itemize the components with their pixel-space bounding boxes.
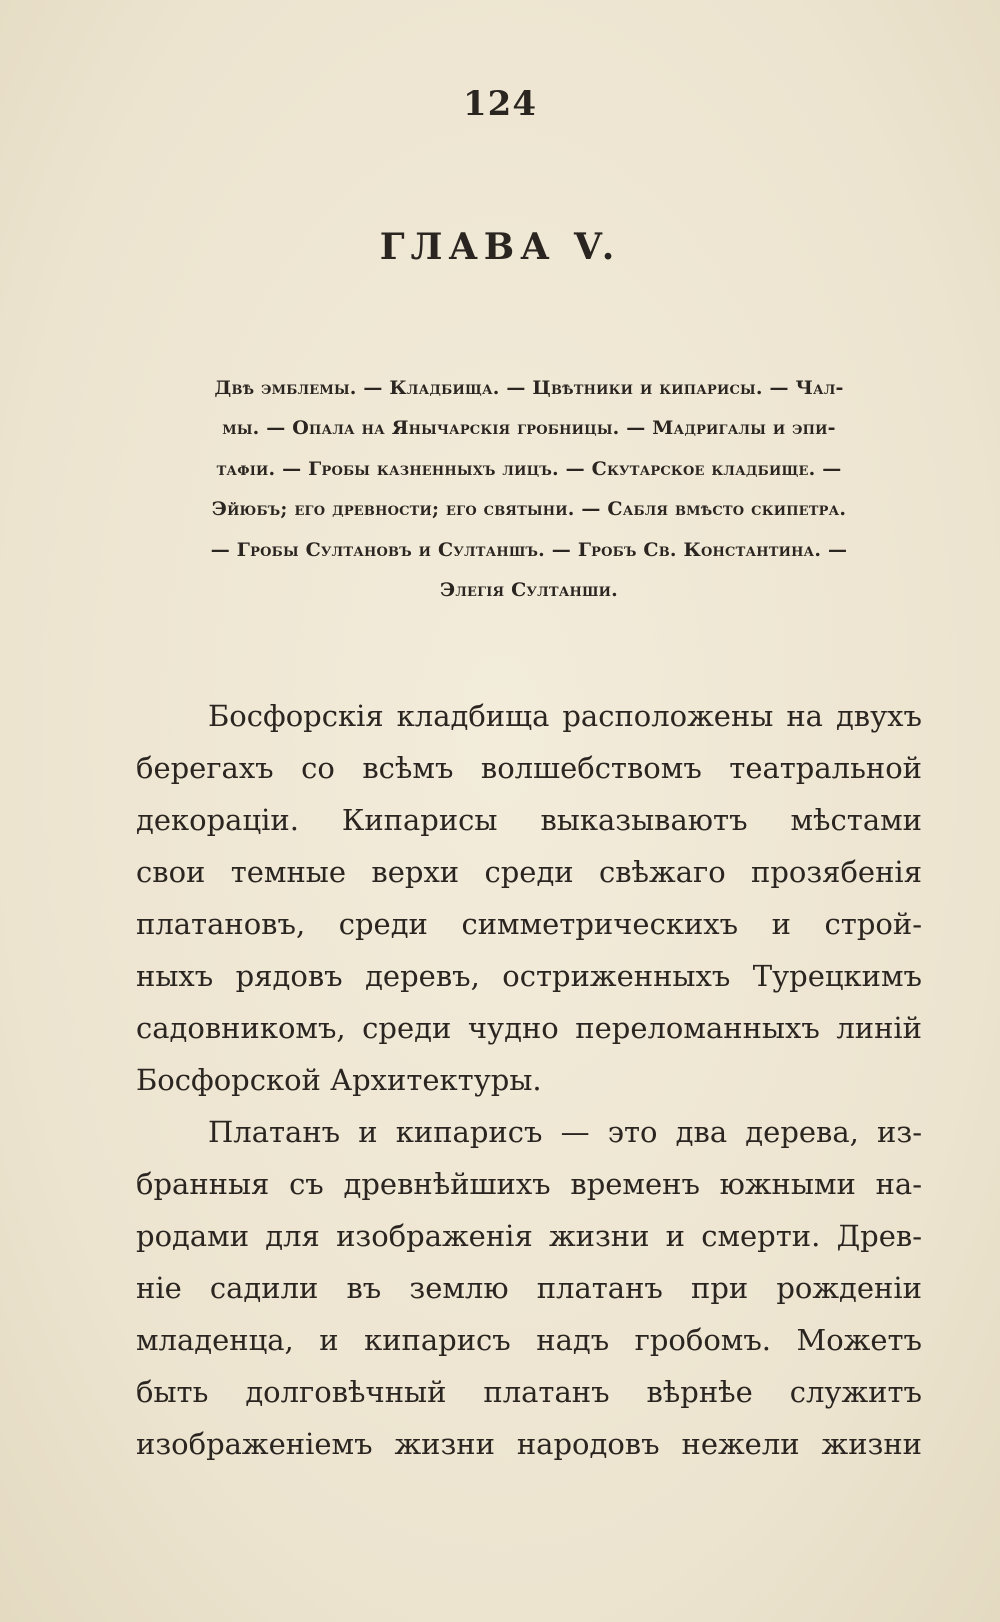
summary-line: мы. — Опала на Янычарскія гробницы. — Мадригалы и эпи- — [222, 417, 836, 440]
text-line: садовникомъ, среди чудно переломанныхъ линій — [136, 1011, 922, 1045]
chapter-title: ГЛАВА V. — [379, 226, 621, 268]
summary-line: тафіи. — Гробы казненныхъ лицъ. — Скутарское кладбище. — — [216, 457, 842, 480]
text-line: платановъ, среди симметрическихъ и строй- — [136, 907, 922, 941]
summary-line: Двѣ эмблемы. — Кладбища. — Цвѣтники и кипарисы. — Чал- — [214, 377, 844, 399]
chapter-summary — [136, 368, 922, 610]
text-line: бранныя съ древнѣйшихъ временъ южными на- — [136, 1167, 922, 1201]
summary-line: — Гробы Султановъ и Султаншъ. — Гробъ Св. Константина. — — [210, 538, 848, 561]
text-line: быть долговѣчный платанъ вѣрнѣе служитъ — [136, 1375, 922, 1409]
summary-line: Эйюбъ; его древности; его святыни. — Сабля вмѣсто скипетра. — [211, 498, 847, 521]
text-line: младенца, и кипарисъ надъ гробомъ. Можетъ — [136, 1323, 922, 1357]
text-line: свои темные верхи среди свѣжаго прозябенія — [136, 855, 922, 889]
text-line: Платанъ и кипарисъ — это два дерева, из- — [208, 1115, 922, 1149]
text-line: родами для изображенія жизни и смерти. Древ- — [136, 1219, 922, 1253]
text-line: Босфорской Архитектуры. — [136, 1063, 542, 1097]
text-line: берегахъ со всѣмъ волшебствомъ театральной — [136, 751, 922, 785]
text-line: ныхъ рядовъ деревъ, остриженныхъ Турецкимъ — [136, 959, 922, 993]
text-line: изображеніемъ жизни народовъ нежели жизни — [136, 1427, 922, 1461]
body-text — [136, 690, 922, 1470]
text-line: ніе садили въ землю платанъ при рожденіи — [136, 1271, 922, 1305]
page-number: 124 — [463, 84, 537, 124]
text-line: декораціи. Кипарисы выказываютъ мѣстами — [136, 803, 922, 837]
summary-line: Элегія Султанши. — [440, 579, 618, 602]
text-line: Босфорскія кладбища расположены на двухъ — [208, 699, 922, 733]
